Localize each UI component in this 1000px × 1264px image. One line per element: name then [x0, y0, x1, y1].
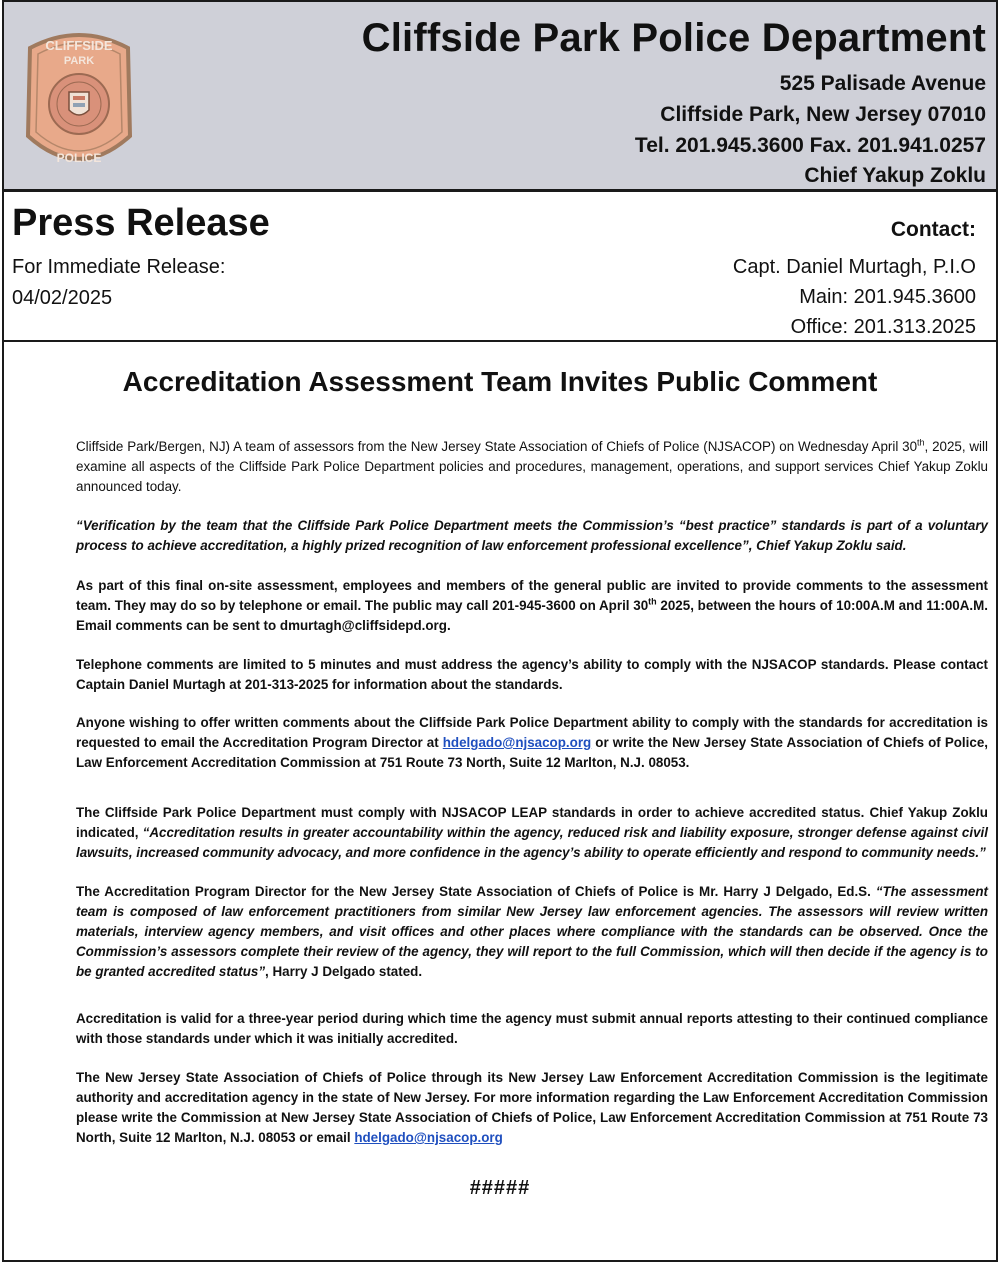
address-line-1: 525 Palisade Avenue	[779, 72, 986, 95]
paragraph-authority: The New Jersey State Association of Chiefs of Police through its New Jersey Law Enforcement Accreditation Commission is the legitimate authority and accreditation agency in the state of New Jersey. For more information regarding the Law Enforcement Accreditation Commission please write the Commission at New Jersey State Association of Chiefs of Police, Law Enforcement Accreditation Commission at 751 Route 73 North, Suite 12 Marlton, N.J. 08053 or email hdelgado@njsacop.org	[76, 1070, 988, 1145]
paragraph-program-director: The Accreditation Program Director for the New Jersey State Association of Chiefs of Police is Mr. Harry J Delgado, Ed.S. “The assessment team is composed of law enforcement practitioners from similar New Jersey law enforcement agencies. The assessors will review written materials, interview agency members, and visit offices and other places where compliance with the standards can be observed. Once the Commission’s assessors complete their review of the agency, they will report to the full Commission, which will then decide if the agency is to be granted accredited status”, Harry J Delgado stated.	[76, 884, 988, 979]
email-link[interactable]: hdelgado@njsacop.org	[354, 1130, 503, 1145]
contact-heading: Contact:	[890, 218, 976, 241]
contact-name: Capt. Daniel Murtagh, P.I.O	[732, 256, 976, 278]
patch-top-text: CLIFFSIDE	[45, 38, 113, 53]
paragraph-written-comments: Anyone wishing to offer written comments about the Cliffside Park Police Department ability to comply with the standards for accreditation is requested to email the Accreditation Program Director at hdelgado@njsacop.org or write the New Jersey State Association of Chiefs of Police, Law Enforcement Accreditation Commission at 751 Route 73 North, Suite 12 Marlton, N.J. 08053.	[76, 715, 988, 770]
letterhead	[2, 0, 998, 192]
paragraph-intro: Cliffside Park/Bergen, NJ) A team of assessors from the New Jersey State Association of Chiefs of Police (NJSACOP) on Wednesday April 30th, 2025, will examine all aspects of the Cliffside Park Police Department policies and procedures, management, operations, and support services Chief Yakup Zoklu announced today.	[76, 437, 988, 494]
release-date: 04/02/2025	[12, 287, 113, 309]
release-label: For Immediate Release:	[12, 256, 226, 278]
press-release-title: Press Release	[12, 202, 270, 244]
police-patch-icon	[22, 26, 136, 176]
email-link[interactable]: hdelgado@njsacop.org	[442, 735, 592, 750]
paragraph-public-comment: As part of this final on-site assessment, employees and members of the general public are invited to provide comments to the assessment team. They may do so by telephone or email. The public may call 201-945-3600 on April 30th 2025, between the hours of 10:00A.M and 11:00A.M. Email comments can be sent to dmurtagh@cliffsidepd.org.	[76, 578, 988, 633]
contact-main-phone: Main: 201.945.3600	[799, 286, 976, 308]
paragraph-chief-quote: “Verification by the team that the Cliffside Park Police Department meets the Commission’s “best practice” standards is part of a voluntary process to achieve accreditation, a highly prized recognition of law enforcement professional excellence”, Chief Yakup Zoklu said.	[76, 518, 988, 553]
end-mark: #####	[469, 1177, 531, 1199]
contact-office-phone: Office: 201.313.2025	[790, 316, 976, 338]
press-release-block	[2, 192, 998, 342]
department-name: Cliffside Park Police Department	[361, 16, 986, 60]
paragraph-leap-standards: The Cliffside Park Police Department must comply with NJSACOP LEAP standards in order to achieve accredited status. Chief Yakup Zoklu indicated, “Accreditation results in greater accountability within the agency, reduced risk and liability exposure, stronger defense against civil lawsuits, increased community advocacy, and more confidence in the agency’s ability to operate efficiently and respond to community needs.”	[76, 805, 988, 860]
paragraph-telephone: Telephone comments are limited to 5 minutes and must address the agency’s ability to comply with the NJSACOP standards. Please contact Captain Daniel Murtagh at 201-313-2025 for information about the standards.	[76, 657, 988, 692]
patch-top-text-2: PARK	[63, 55, 95, 67]
chief-name: Chief Yakup Zoklu	[804, 164, 986, 187]
address-line-2: Cliffside Park, New Jersey 07010	[660, 103, 986, 126]
paragraph-validity: Accreditation is valid for a three-year period during which time the agency must submit annual reports attesting to their continued compliance with those standards under which it was initially accredited.	[76, 1011, 988, 1046]
headline: Accreditation Assessment Team Invites Public Comment	[122, 366, 878, 397]
phone-fax: Tel. 201.945.3600 Fax. 201.941.0257	[634, 134, 986, 157]
patch-bottom-text: POLICE	[56, 151, 102, 165]
